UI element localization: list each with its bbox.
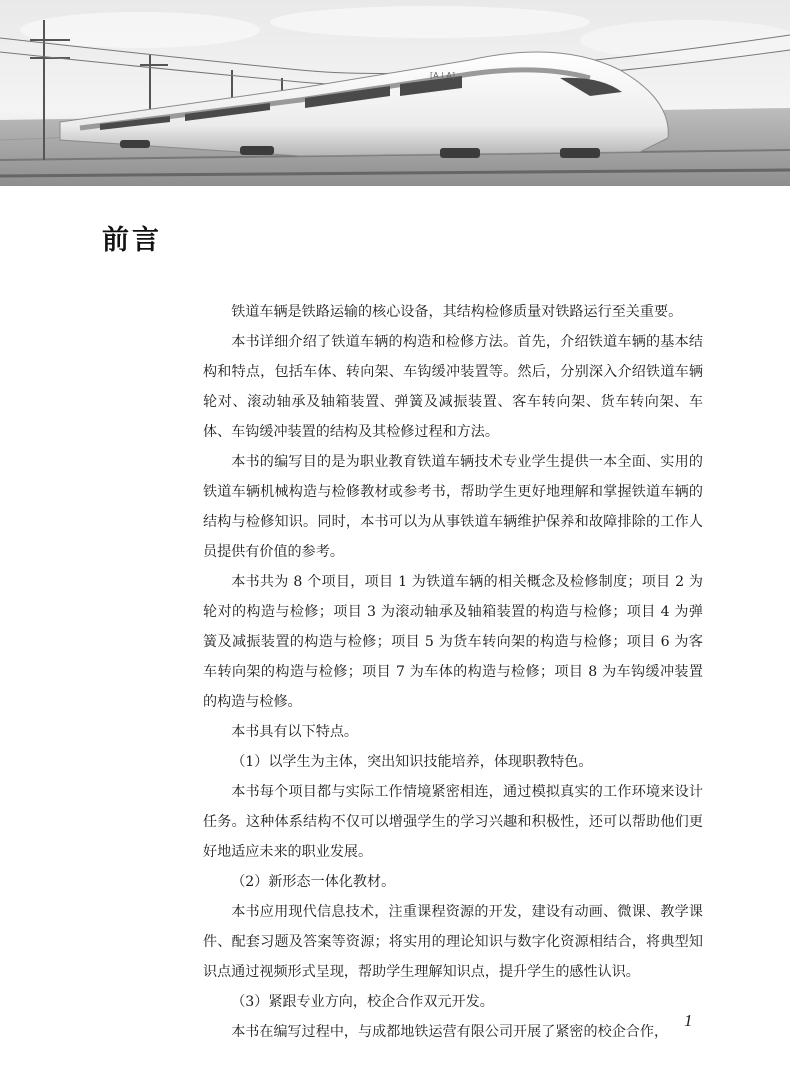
page-number: 1	[684, 1011, 693, 1030]
feature-heading: （1）以学生为主体，突出知识技能培养，体现职教特色。	[231, 754, 593, 770]
paragraph: 本书共为 8 个项目，项目 1 为铁道车辆的相关概念及检修制度；项目 2 为轮对的构造与检修；项目 3 为滚动轴承及轴箱装置的构造与检修；项目 4 为弹簧及减振装置的构造与检修；项目 5 为货车转向架的构造与检修；项目 6 为客车转向架的构造与检修；项目 7 为车体的构造与检修；项目 8 为车钩缓冲装置的构造与检修。	[203, 574, 703, 710]
page-title: 前言	[102, 225, 162, 256]
paragraph: 本书每个项目都与实际工作情境紧密相连，通过模拟真实的工作环境来设计任务。这种体系结构不仅可以增强学生的学习兴趣和积极性，还可以帮助他们更好地适应未来的职业发展。	[203, 784, 703, 860]
paragraph: 铁道车辆是铁路运输的核心设备，其结构检修质量对铁路运行至关重要。	[231, 304, 683, 320]
header-banner-image	[0, 0, 790, 186]
paragraph: 本书应用现代信息技术，注重课程资源的开发，建设有动画、微课、教学课件、配套习题及答案等资源；将实用的理论知识与数字化资源相结合，将典型知识点通过视频形式呈现，帮助学生理解知识点，提升学生的感性认识。	[203, 904, 703, 980]
feature-heading: （3）紧跟专业方向，校企合作双元开发。	[231, 994, 494, 1010]
train-livery-text: [A | A]	[430, 71, 455, 80]
paragraph: 本书具有以下特点。	[231, 724, 359, 740]
feature-heading: （2）新形态一体化教材。	[231, 874, 396, 890]
paragraph: 本书在编写过程中，与成都地铁运营有限公司开展了紧密的校企合作，	[231, 1024, 669, 1040]
paragraph: 本书的编写目的是为职业教育铁道车辆技术专业学生提供一本全面、实用的铁道车辆机械构造与检修教材或参考书，帮助学生更好地理解和掌握铁道车辆的结构与检修知识。同时，本书可以为从事铁道车辆维护保养和故障排除的工作人员提供有价值的参考。	[203, 454, 703, 560]
train-illustration	[0, 0, 790, 186]
preface-body	[203, 297, 703, 1047]
paragraph: 本书详细介绍了铁道车辆的构造和检修方法。首先，介绍铁道车辆的基本结构和特点，包括车体、转向架、车钩缓冲装置等。然后，分别深入介绍铁道车辆轮对、滚动轴承及轴箱装置、弹簧及减振装置、客车转向架、货车转向架、车体、车钩缓冲装置的结构及其检修过程和方法。	[203, 334, 703, 440]
